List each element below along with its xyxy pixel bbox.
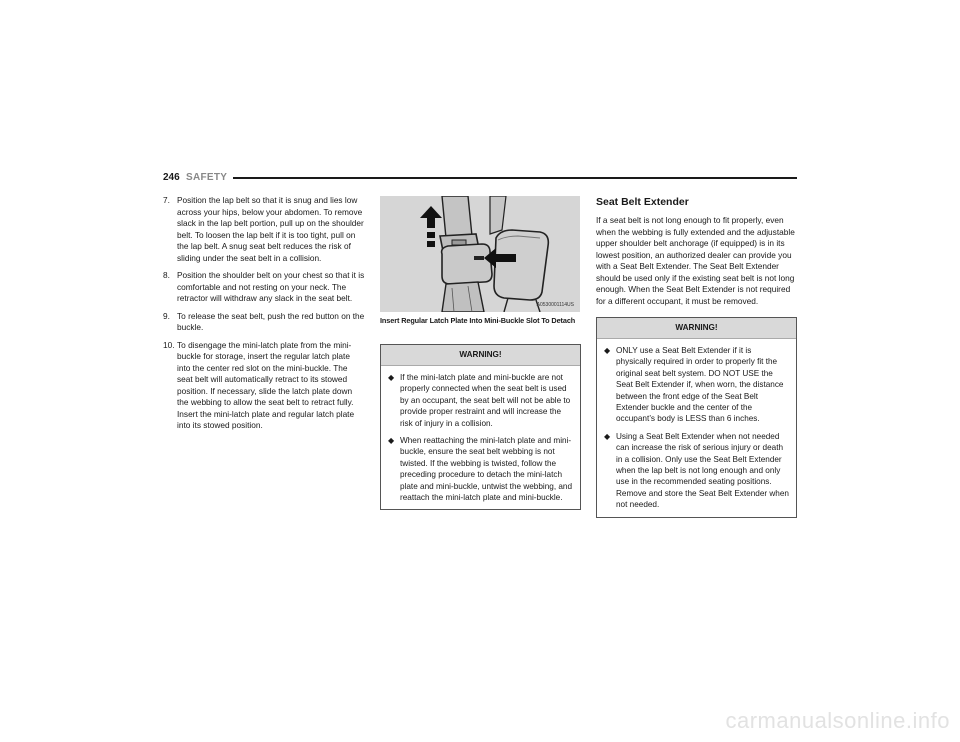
page-number: 246 [163, 172, 180, 183]
diamond-bullet-icon: ◆ [604, 431, 611, 441]
page-header [163, 172, 797, 186]
seat-belt-illustration [380, 196, 580, 312]
header-rule [233, 177, 797, 179]
list-item [163, 340, 365, 432]
list-item [163, 311, 365, 334]
warning-box-mini-latch [380, 344, 581, 510]
list-item [388, 372, 573, 429]
step-text: Position the shoulder belt on your chest so that it is comfortable and not resting on your neck. The retractor will withdraw any slack in the seat belt. [177, 270, 365, 303]
step-text: To release the seat belt, push the red button on the buckle. [177, 310, 365, 332]
left-column [163, 195, 365, 438]
diamond-bullet-icon: ◆ [388, 436, 395, 446]
warning-list [597, 339, 796, 517]
watermark: carmanualsonline.info [725, 708, 950, 733]
list-item [163, 270, 365, 305]
step-number: 7. [163, 195, 170, 205]
section-title: SAFETY [186, 172, 228, 183]
arrow-left-icon [484, 248, 516, 268]
list-item [163, 195, 365, 264]
warning-text: When reattaching the mini-latch plate and mini-buckle, ensure the seat belt webbing is not twisted. If the webbing is twisted, follow the preceding procedure to detach the mini-latch plate and mini-buckle, untwist the webbing, and reattach the mini-latch plate and mini-buckle. [400, 436, 573, 503]
warning-text: If the mini-latch plate and mini-buckle are not properly connected when the seat belt is used by an occupant, the seat belt will not be able to provide proper restraint and will increase the risk of injury in a collision. [400, 373, 571, 428]
warning-text: Using a Seat Belt Extender when not needed can increase the risk of serious injury or death in a collision. Only use the Seat Belt Extender when the lap belt is not long enough and only use in the recommended seating positions. Remove and store the Seat Belt Extender when not needed. [616, 431, 789, 510]
step-text: Position the lap belt so that it is snug and lies low across your hips, below your abdomen. To remove slack in the lap belt portion, pull up on the shoulder belt. To loosen the lap belt if it is too tight, pull on the lap belt. A snug seat belt reduces the risk of sliding under the seat belt in a collision. [177, 195, 364, 263]
middle-column [380, 196, 581, 510]
right-column [596, 196, 797, 518]
diamond-bullet-icon: ◆ [388, 373, 395, 382]
seat-belt-figure [380, 196, 580, 312]
warning-list [381, 366, 580, 509]
list-item [388, 435, 573, 503]
step-number: 8. [163, 270, 170, 280]
warning-title: WARNING! [381, 345, 580, 366]
list-item [604, 345, 789, 425]
section-heading: Seat Belt Extender [596, 196, 689, 208]
steps-list [163, 195, 365, 432]
step-number: 10. [163, 339, 175, 350]
warning-box-extender [596, 317, 797, 518]
warning-text: ONLY use a Seat Belt Extender if it is physically required in order to properly fit the original seat belt system. DO NOT USE the Seat Belt Extender if, when worn, the distance between the front edge of the Seat Belt Extender buckle and the center of the occupant’s body is LESS than 6 inches. [616, 346, 784, 424]
arrow-up-icon [420, 206, 442, 250]
extender-paragraph: If a seat belt is not long enough to fit properly, even when the webbing is fully extended and the adjustable upper shoulder belt anchorage (if equipped) is in its lowest position, an authorized dealer can provide you with a Seat Belt Extender. The Seat Belt Extender should be used only if the existing seat belt is not long enough. When the Seat Belt Extender is not required for a different occupant, it must be removed. [596, 215, 795, 306]
step-text: To disengage the mini-latch plate from the mini-buckle for storage, insert the regular latch plate into the center red slot on the mini-buckle. The seat belt will automatically retract to its stowed position. If necessary, slide the latch plate down the webbing to allow the seat belt to retract fully. Insert the mini-latch plate and regular latch plate into its stowed position. [177, 339, 355, 430]
diamond-bullet-icon: ◆ [604, 346, 611, 355]
figure-caption: Insert Regular Latch Plate Into Mini-Buckle Slot To Detach [380, 316, 576, 325]
warning-title: WARNING! [597, 318, 796, 339]
figure-code: A0530001114US [536, 302, 574, 308]
list-item [604, 431, 789, 511]
step-number: 9. [163, 310, 170, 321]
